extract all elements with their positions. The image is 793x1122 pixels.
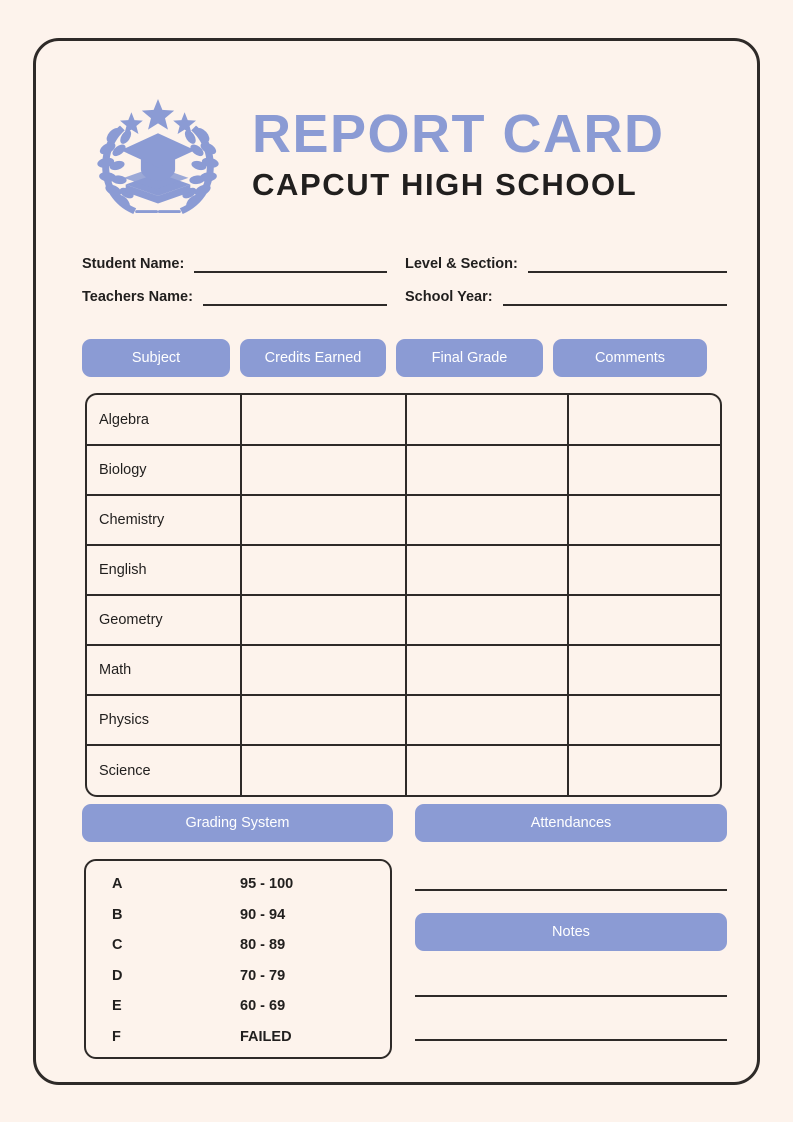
table-row [87,495,720,545]
table-column-headers [82,339,727,377]
table-row [87,445,720,495]
grade-letter: C [112,937,123,954]
cell-subject: Biology [87,445,241,495]
table-row [87,745,720,795]
cell-comments[interactable] [568,445,720,495]
cell-comments[interactable] [568,395,720,445]
grade-range: 70 - 79 [240,967,286,984]
grade-letter: B [112,906,123,923]
school-name: CAPCUT HIGH SCHOOL [252,167,638,203]
grade-range: 95 - 100 [240,876,294,893]
grade-scale-row [86,961,390,992]
header-titles [252,104,665,205]
column-header-credits-earned: Credits Earned [240,339,386,377]
grade-scale-row [86,930,390,961]
grading-scale-box [84,859,392,1059]
cell-subject: Algebra [87,395,241,445]
cell-comments[interactable] [568,695,720,745]
card-inner [82,41,727,1082]
cell-credits[interactable] [241,595,406,645]
cell-comments[interactable] [568,645,720,695]
cell-subject: Physics [87,695,241,745]
notes-header: Notes [415,913,727,951]
cell-comments[interactable] [568,495,720,545]
grade-letter: F [112,1028,121,1045]
student-info-fields [82,254,727,320]
card-frame [33,38,760,1085]
graduation-cap-laurel-logo-icon [82,80,234,232]
cell-subject: Geometry [87,595,241,645]
grade-scale-row [86,991,390,1022]
field-label-school-year: School Year: [405,289,493,305]
field-student-name[interactable] [82,254,405,273]
grade-range: 80 - 89 [240,937,286,954]
field-row-1 [82,254,727,273]
grade-scale-row [86,900,390,931]
column-header-comments: Comments [553,339,707,377]
field-row-2 [82,287,727,306]
grade-range: FAILED [240,1028,292,1045]
cell-subject: Chemistry [87,495,241,545]
grades-table [85,393,722,797]
lower-section-headers [82,804,727,842]
attendance-notes-column [415,859,727,1085]
field-label-teachers-name: Teachers Name: [82,289,193,305]
cell-final-grade[interactable] [406,495,568,545]
grade-range: 90 - 94 [240,906,286,923]
cell-final-grade[interactable] [406,645,568,695]
cell-credits[interactable] [241,545,406,595]
attendances-header: Attendances [415,804,727,842]
level-section-input[interactable] [528,254,727,273]
cell-comments[interactable] [568,595,720,645]
cell-credits[interactable] [241,445,406,495]
cell-final-grade[interactable] [406,445,568,495]
cell-comments[interactable] [568,745,720,795]
grade-scale-row [86,869,390,900]
grade-scale-row [86,1022,390,1053]
column-header-subject: Subject [82,339,230,377]
cell-final-grade[interactable] [406,545,568,595]
school-year-input[interactable] [503,287,727,306]
table-row [87,645,720,695]
cell-subject: English [87,545,241,595]
student-name-input[interactable] [194,254,387,273]
cell-subject: Math [87,645,241,695]
cell-final-grade[interactable] [406,595,568,645]
page-title: REPORT CARD [252,104,665,165]
cell-comments[interactable] [568,545,720,595]
table-row [87,595,720,645]
field-teachers-name[interactable] [82,287,405,306]
cell-subject: Science [87,745,241,795]
grade-range: 60 - 69 [240,998,286,1015]
column-header-final-grade: Final Grade [396,339,543,377]
teachers-name-input[interactable] [203,287,387,306]
field-school-year[interactable] [405,287,727,306]
field-label-student-name: Student Name: [82,256,185,272]
cell-credits[interactable] [241,495,406,545]
grade-letter: D [112,967,123,984]
grading-system-header: Grading System [82,804,393,842]
grade-letter: E [112,998,122,1015]
field-level-section[interactable] [405,254,727,273]
table-row [87,545,720,595]
table-row [87,695,720,745]
cell-credits[interactable] [241,645,406,695]
field-label-level-section: Level & Section: [405,256,518,272]
table-row [87,395,720,445]
notes-line-3[interactable] [415,1083,727,1085]
cell-credits[interactable] [241,745,406,795]
cell-final-grade[interactable] [406,695,568,745]
grade-letter: A [112,876,123,893]
cell-final-grade[interactable] [406,745,568,795]
cell-credits[interactable] [241,395,406,445]
cell-final-grade[interactable] [406,395,568,445]
report-header [82,71,727,241]
cell-credits[interactable] [241,695,406,745]
